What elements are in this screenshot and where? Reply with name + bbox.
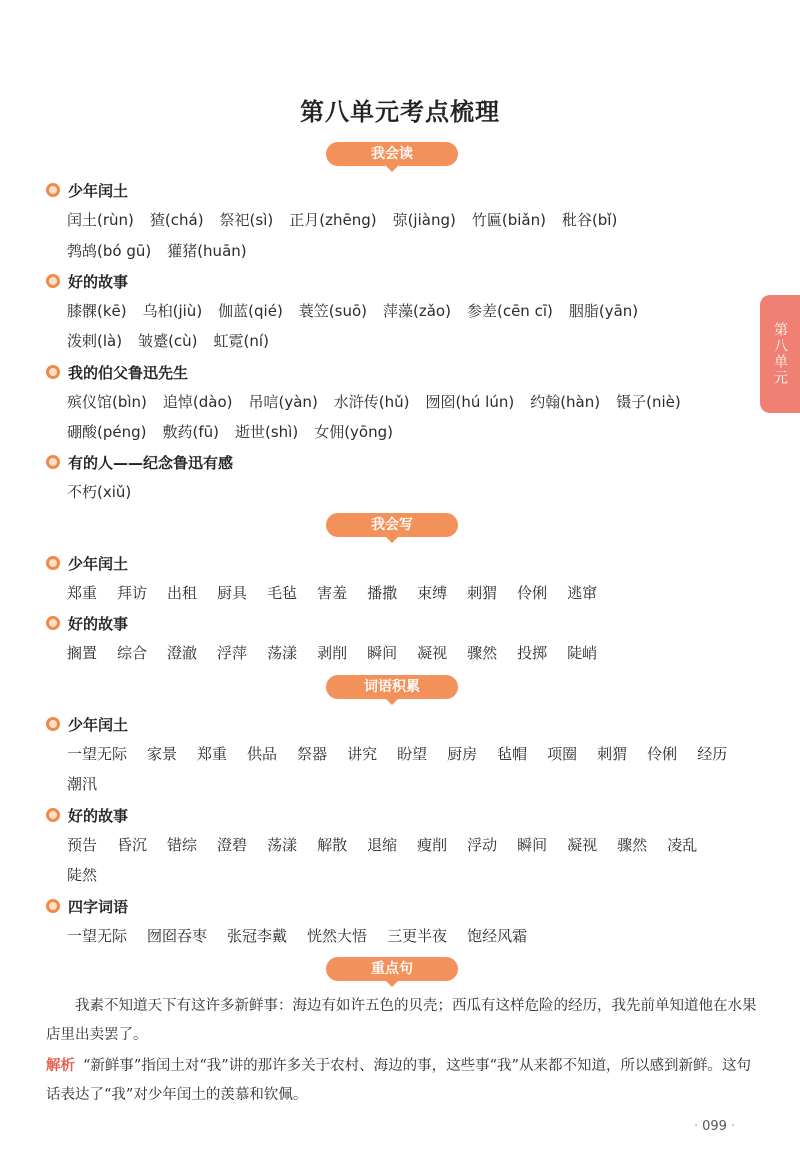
term: 正月(zhēng) <box>289 211 377 229</box>
banner-key: 重点句 <box>326 957 458 981</box>
section-heading <box>46 804 128 826</box>
section-title: 少年闰土 <box>68 715 129 734</box>
term: 女佣(yōng) <box>314 423 393 441</box>
term: 刺猬 <box>597 745 628 763</box>
word-line <box>67 773 117 795</box>
word-line <box>67 864 117 886</box>
term: 硼酸(péng) <box>67 423 147 441</box>
section-heading <box>46 361 188 383</box>
word-line <box>67 925 547 947</box>
term: 张冠李戴 <box>227 927 288 945</box>
banner-vocab: 词语积累 <box>326 675 458 699</box>
term: 敷药(fū) <box>162 423 219 441</box>
term: 束缚 <box>417 584 448 602</box>
section-title: 好的故事 <box>68 614 129 633</box>
term: 囫囵(hú lún) <box>425 393 515 411</box>
term: 毡帽 <box>497 745 528 763</box>
term: 皱蹙(cù) <box>138 332 198 350</box>
pinyin-line <box>67 481 147 503</box>
term: 拜访 <box>117 584 148 602</box>
section-title: 四字词语 <box>68 897 129 916</box>
term: 郑重 <box>67 584 98 602</box>
term: 综合 <box>117 644 148 662</box>
term: 不朽(xiǔ) <box>67 483 132 501</box>
banner-write: 我会写 <box>326 513 458 537</box>
term: 澄澈 <box>167 644 198 662</box>
term: 投掷 <box>517 644 548 662</box>
term: 解散 <box>317 836 348 854</box>
section-title: 少年闰土 <box>68 554 129 573</box>
word-line <box>67 834 717 856</box>
term: 错综 <box>167 836 198 854</box>
term: 萍藻(zǎo) <box>383 302 451 320</box>
term: 一望无际 <box>67 745 128 763</box>
term: 陡然 <box>67 866 98 884</box>
bullet-icon <box>46 899 60 913</box>
bullet-icon <box>46 808 60 822</box>
term: 秕谷(bǐ) <box>561 211 618 229</box>
banner-read: 我会读 <box>326 142 458 166</box>
pinyin-line <box>67 300 654 322</box>
term: 项圈 <box>547 745 578 763</box>
term: 獾猪(huān) <box>167 242 247 260</box>
term: 囫囵吞枣 <box>147 927 208 945</box>
term: 刺猬 <box>467 584 498 602</box>
section-title: 好的故事 <box>68 806 129 825</box>
term: 逃窜 <box>567 584 598 602</box>
term: 荡漾 <box>267 836 298 854</box>
bullet-icon <box>46 365 60 379</box>
term: 殡仪馆(bìn) <box>67 393 147 411</box>
section-title: 我的伯父鲁迅先生 <box>68 363 189 382</box>
term: 水浒传(hǔ) <box>333 393 410 411</box>
section-heading <box>46 552 128 574</box>
pinyin-line <box>67 391 697 413</box>
section-heading <box>46 612 128 634</box>
page-title: 第八单元考点梳理 <box>300 98 500 126</box>
term: 潮汛 <box>67 775 98 793</box>
term: 祭器 <box>297 745 328 763</box>
term: 骤然 <box>467 644 498 662</box>
term: 厨房 <box>447 745 478 763</box>
term: 伶俐 <box>647 745 678 763</box>
bullet-icon <box>46 616 60 630</box>
term: 胭脂(yān) <box>568 302 639 320</box>
word-line <box>67 743 747 765</box>
term: 浮萍 <box>217 644 248 662</box>
term: 伶俐 <box>517 584 548 602</box>
term: 逝世(shì) <box>234 423 299 441</box>
term: 蓑笠(suō) <box>298 302 368 320</box>
term: 吊唁(yàn) <box>248 393 318 411</box>
side-tab-label: 第八单元 <box>772 322 788 386</box>
term: 澄碧 <box>217 836 248 854</box>
term: 三更半夜 <box>387 927 448 945</box>
term: 竹匾(biǎn) <box>471 211 546 229</box>
section-title: 好的故事 <box>68 272 129 291</box>
term: 虹霓(ní) <box>213 332 269 350</box>
section-title: 有的人——纪念鲁迅有感 <box>68 453 234 472</box>
term: 经历 <box>697 745 728 763</box>
term: 盼望 <box>397 745 428 763</box>
term: 凌乱 <box>667 836 698 854</box>
term: 祭祀(sì) <box>219 211 274 229</box>
term: 陡峭 <box>567 644 598 662</box>
side-tab <box>760 295 800 413</box>
term: 弶(jiàng) <box>392 211 456 229</box>
term: 郑重 <box>197 745 228 763</box>
term: 剥削 <box>317 644 348 662</box>
section-heading <box>46 713 128 735</box>
term: 参差(cēn cī) <box>466 302 553 320</box>
term: 出租 <box>167 584 198 602</box>
term: 凝视 <box>567 836 598 854</box>
analysis-label: 解析 <box>46 1058 75 1074</box>
term: 荡漾 <box>267 644 298 662</box>
term: 瘦削 <box>417 836 448 854</box>
term: 预告 <box>67 836 98 854</box>
term: 昏沉 <box>117 836 148 854</box>
term: 追悼(dào) <box>162 393 233 411</box>
term: 泼剌(là) <box>67 332 123 350</box>
term: 约翰(hàn) <box>530 393 601 411</box>
term: 厨具 <box>217 584 248 602</box>
term: 瞬间 <box>367 644 398 662</box>
term: 骤然 <box>617 836 648 854</box>
section-heading <box>46 179 128 201</box>
page-number-text: 099 <box>702 1119 727 1134</box>
term: 饱经风霜 <box>467 927 528 945</box>
term: 凝视 <box>417 644 448 662</box>
term: 供品 <box>247 745 278 763</box>
term: 猹(chá) <box>149 211 204 229</box>
term: 伽蓝(qié) <box>218 302 283 320</box>
term: 播撒 <box>367 584 398 602</box>
bullet-icon <box>46 274 60 288</box>
term: 家景 <box>147 745 178 763</box>
term: 瞬间 <box>517 836 548 854</box>
word-line <box>67 642 617 664</box>
term: 镊子(niè) <box>616 393 681 411</box>
analysis <box>46 1052 758 1110</box>
section-heading <box>46 451 233 473</box>
section-title: 少年闰土 <box>68 181 129 200</box>
pinyin-line <box>67 209 633 231</box>
pinyin-line <box>67 240 263 262</box>
term: 讲究 <box>347 745 378 763</box>
term: 浮动 <box>467 836 498 854</box>
bullet-icon <box>46 717 60 731</box>
bullet-icon <box>46 455 60 469</box>
bullet-icon <box>46 183 60 197</box>
term: 膝髁(kē) <box>67 302 127 320</box>
term: 退缩 <box>367 836 398 854</box>
term: 毛毡 <box>267 584 298 602</box>
term: 一望无际 <box>67 927 128 945</box>
page-number: · 099 · <box>694 1119 736 1134</box>
term: 乌桕(jiù) <box>142 302 203 320</box>
analysis-text: “新鲜事”指闰土对“我”讲的那许多关于农村、海边的事，这些事“我”从来都不知道，所以感到新鲜。这句话表达了“我”对少年闰土的羡慕和钦佩。 <box>46 1058 751 1103</box>
term: 搁置 <box>67 644 98 662</box>
bullet-icon <box>46 556 60 570</box>
term: 闰土(rùn) <box>67 211 134 229</box>
term: 鹁鸪(bó gū) <box>67 242 152 260</box>
pinyin-line <box>67 330 285 352</box>
section-heading <box>46 895 128 917</box>
term: 害羞 <box>317 584 348 602</box>
term: 恍然大悟 <box>307 927 368 945</box>
word-line <box>67 582 617 604</box>
pinyin-line <box>67 421 409 443</box>
section-heading <box>46 270 128 292</box>
key-sentence: 我素不知道天下有这许多新鲜事：海边有如许五色的贝壳；西瓜有这样危险的经历，我先前单知道他在水果店里出卖罢了。 <box>46 998 757 1043</box>
